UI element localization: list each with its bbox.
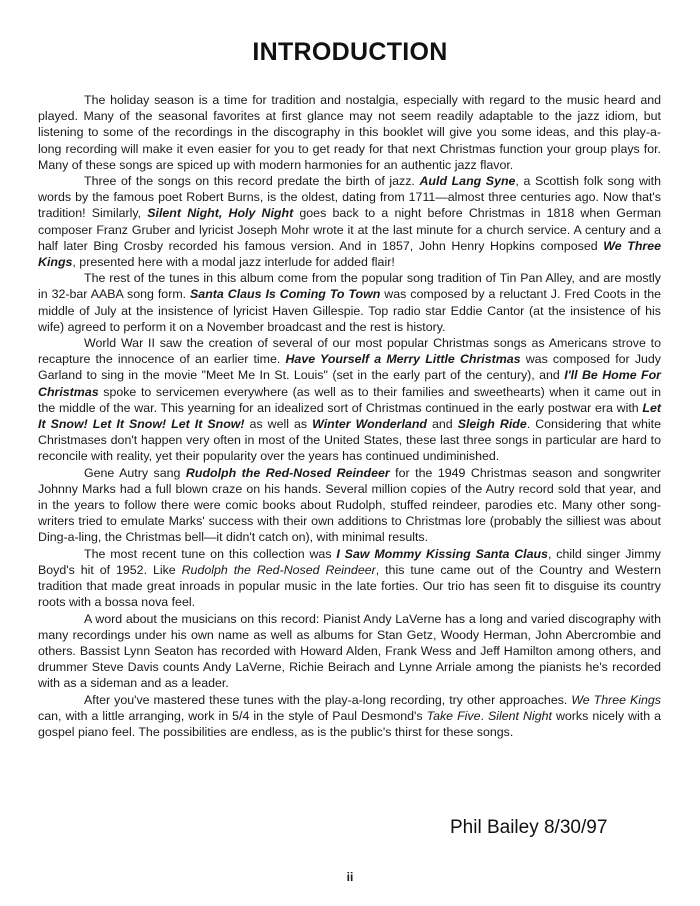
- text-run: . Considering that white Christmases don't happen very often in most of the United States, these last three songs in particular are hard to reconcile with reality, yet their popularity over the years has continued undiminished.: [38, 417, 661, 464]
- page-number: ii: [346, 870, 354, 884]
- body-text: [38, 92, 661, 740]
- italic-title: Silent Night: [487, 708, 552, 723]
- song-title: I Saw Mommy Kissing Santa Claus: [336, 546, 548, 561]
- song-title: Silent Night, Holy Night: [147, 206, 294, 221]
- text-run: The rest of the tunes in this album come from the popular song tradition of Tin Pan Alley, and are mostly in 32-bar AABA song form.: [38, 271, 661, 302]
- text-run: , child singer Jimmy Boyd's hit of 1952. Like: [38, 546, 661, 577]
- song-title: Santa Claus Is Coming To Town: [190, 287, 381, 302]
- paragraph: [38, 270, 661, 335]
- song-title: Auld Lang Syne: [419, 174, 516, 189]
- song-title: Sleigh Ride: [457, 417, 527, 432]
- song-title: We Three Kings: [38, 238, 661, 270]
- text-run: Gene Autry sang: [84, 465, 186, 480]
- text-run: Three of the songs on this record predate the birth of jazz.: [84, 174, 420, 189]
- italic-title: Rudolph the Red-Nosed Reindeer: [181, 562, 376, 577]
- text-run: World War II saw the creation of several of our most popular Christmas songs as Americans strove to recapture the innocence of an earlier time.: [38, 336, 661, 367]
- text-run: A word about the musicians on this record: Pianist Andy LaVerne has a long and varied discography with many recordings under his own name as well as albums for Stan Getz, Woody Herman, John Abercrombie and others. Bassist Lynn Seaton has recorded with Howard Alden, Frank Wess and Jeff Hamilton among others, and drummer Steve Davis counts Andy LaVerne, Richie Beirach and Lynne Arriale among the pianists he's recorded with as a sideman and as a leader.: [38, 611, 661, 691]
- text-run: , this tune came out of the Country and Western tradition that made great inroads in popular music in the late forties. Our trio has seen fit to disguise its country roots with a bossa nova feel.: [38, 562, 661, 610]
- paragraph: [38, 335, 661, 465]
- song-title: Rudolph the Red-Nosed Reindeer: [185, 465, 390, 480]
- text-run: can, with a little arranging, work in 5/4 in the style of Paul Desmond's: [38, 708, 427, 723]
- page-title: INTRODUCTION: [252, 38, 448, 66]
- text-run: , a Scottish folk song with words by the famous poet Robert Burns, is the oldest, dating from 1711—almost three centuries ago. Now that's tradition! Similarly,: [38, 174, 661, 221]
- italic-title: We Three Kings: [571, 692, 661, 707]
- text-run: was composed for Judy Garland to sing in the movie "Meet Me In St. Louis" (set in the early part of the century), and: [38, 352, 661, 383]
- paragraph: [38, 173, 661, 270]
- author-signature: Phil Bailey 8/30/97: [450, 817, 608, 838]
- song-title: I'll Be Home For Christmas: [38, 368, 662, 399]
- paragraph: [38, 465, 661, 546]
- song-title: Winter Wonderland: [312, 417, 427, 432]
- text-run: .: [480, 708, 488, 723]
- song-title: Let It Snow! Let It Snow! Let It Snow!: [38, 400, 661, 432]
- paragraph: [38, 92, 661, 173]
- text-run: goes back to a night before Christmas in 1818 when German composer Franz Gruber and lyricist Joseph Mohr wrote it at the last minute for a church service. A century and a half later Bing Crosby recorded his famous version. And in 1857, John Henry Hopkins composed: [38, 206, 661, 253]
- text-run: was composed by a reluctant J. Fred Coots in the middle of July at the insistence of lyricist Haven Gillespie. Top radio star Eddie Cantor (at the insistence of his wife) agreed to perform it on a November broadcast and the rest is history.: [38, 287, 661, 334]
- text-run: for the 1949 Christmas season and songwriter Johnny Marks had a full blown craze on his hands. Several million copies of the Autry record sold that year, and in the years to follow there were comic books about Rudolph, stuffed reindeer, parodies etc. Many other song-writers tried to emulate Marks' success with their own additions to Christmas lore (probably the silliest was about Ding-a-ling, the Christmas bell—it didn't catch on), with minimal results.: [38, 465, 661, 545]
- text-run: The most recent tune on this collection was: [84, 546, 337, 561]
- text-run: The holiday season is a time for tradition and nostalgia, especially with regard to the music heard and played. Many of the seasonal favorites at first glance may not seem readily adaptable to the jazz idiom, but listening to some of the recordings in the discography in this booklet will give you some ideas, and this play-a-long recording will make it even easier for you to get ready for that next Christmas function your group plays for. Many of these songs are spiced up with modern harmonies for an authentic jazz flavor.: [38, 93, 661, 172]
- paragraph: [38, 611, 661, 692]
- text-run: spoke to servicemen everywhere (as well as to their families and sweethearts) when it came out in the middle of the war. This yearning for an idealized sort of Christmas continued in the early postwar era with: [38, 384, 661, 415]
- song-title: Have Yourself a Merry Little Christmas: [285, 352, 521, 367]
- text-run: , presented here with a modal jazz interlude for added flair!: [72, 255, 395, 270]
- text-run: and: [426, 417, 458, 432]
- italic-title: Take Five: [426, 708, 481, 723]
- paragraph: [38, 546, 661, 611]
- paragraph: [38, 692, 661, 741]
- text-run: works nicely with a gospel piano feel. The possibilities are endless, as is the public's thirst for these songs.: [38, 708, 662, 739]
- text-run: as well as: [244, 417, 313, 432]
- text-run: After you've mastered these tunes with the play-a-long recording, try other approaches.: [84, 692, 572, 707]
